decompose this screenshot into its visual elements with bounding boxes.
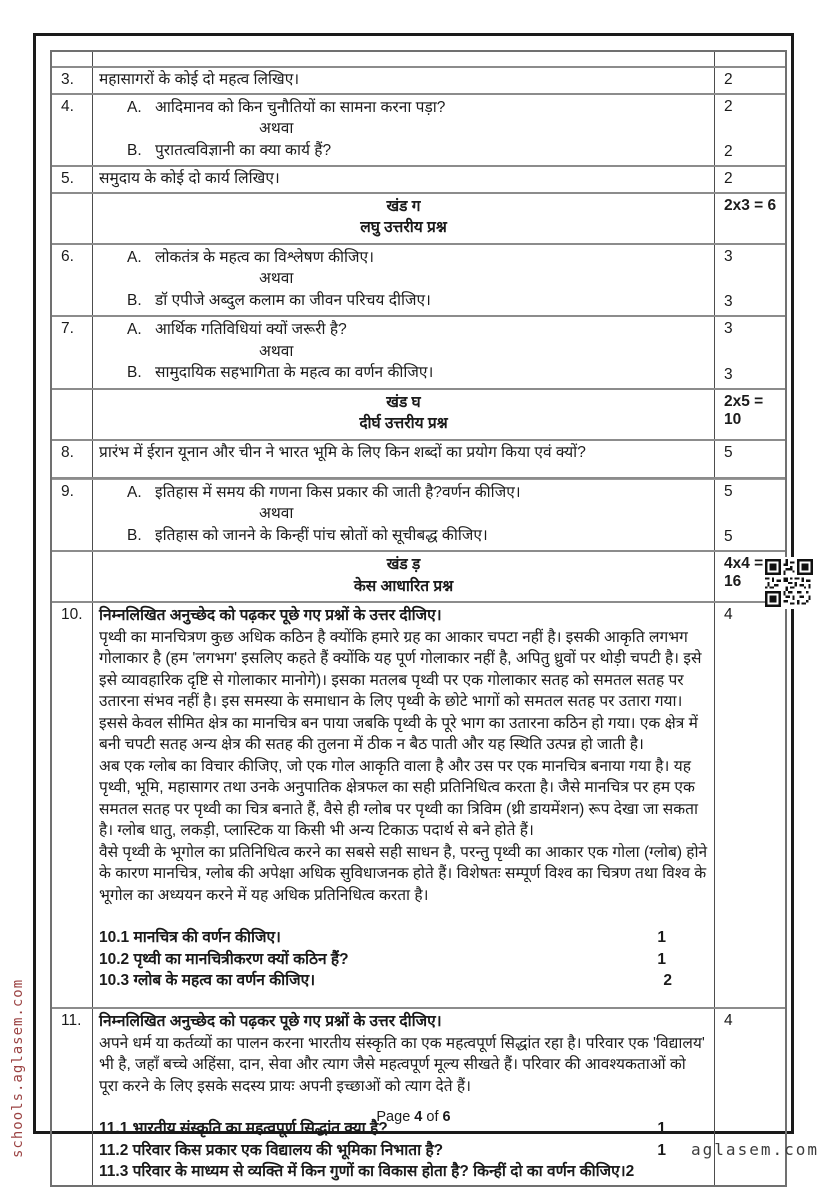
- footer-of: of: [426, 1109, 439, 1125]
- marks-cell: [714, 480, 785, 551]
- or-label: अथवा: [259, 505, 294, 522]
- section-titles: [93, 194, 714, 243]
- question-number: 6.: [52, 245, 93, 316]
- case-paragraph: पृथ्वी का मानचित्रण कुछ अधिक कठिन है क्योंकि हमारे ग्रह का आकार चपटा नहीं है। इसकी आकृति लगभग गोलाकार है (हम 'लगभग' इसलिए कहते हैं क्योंकि यह पूर्ण गोलाकार नहीं है, अपितु ध्रुवों पर थोड़ी चपटी है। इसे इसे व्यावहारिक दृष्टि से गोलाकार मानोगे)। इसका मतलब पृथ्वी पर एक गोलाकार सतह को समतल सतह पर उतारना संभव नहीं है। इस समस्या के समाधान के लिए पृथ्वी के छोटे भागों को समतल सतह पर उतारा गया। इससे केवल सीमित क्षेत्र का मानचित्र बन पाया जबकि पृथ्वी के पूरे भाग का उतारना कठिन हो गया। एक क्षेत्र में बनी चपटी सतह अन्य क्षेत्र की सतह की तुलना में ठीक न बैठ पाती और यह स्थिति उत्पन्न हो जाती है।: [99, 628, 702, 753]
- table-row-q11: [52, 1009, 785, 1185]
- sub-question-marks: 2: [625, 1163, 635, 1180]
- option-b-label: B.: [127, 141, 142, 159]
- option-a-label: A.: [127, 98, 142, 116]
- table-row-q4: [52, 95, 785, 168]
- marks-value: 4: [714, 1009, 785, 1185]
- option-a-label: A.: [127, 321, 142, 338]
- marks-cell: [714, 245, 785, 316]
- question-number: 3.: [52, 68, 93, 93]
- option-b-text: पुरातत्वविज्ञानी का क्या कार्य हैं?: [155, 141, 332, 159]
- option-b-label: B.: [127, 291, 142, 309]
- sub-question-text: 10.2 पृथ्वी का मानचित्रीकरण क्यों कठिन हैं?: [99, 950, 349, 968]
- footer-prefix: Page: [376, 1109, 411, 1125]
- table-row-q8: [52, 441, 785, 479]
- question-number: 11.: [52, 1009, 93, 1185]
- case-question-block: [93, 603, 714, 1007]
- option-a: [99, 482, 708, 504]
- section-header-g: [52, 194, 785, 245]
- marks-value: 2: [724, 143, 733, 160]
- sub-question-marks: 1: [657, 1120, 666, 1137]
- table-row-q9: [52, 479, 785, 553]
- question-ab-block: [93, 480, 714, 551]
- table-row-empty: [52, 52, 785, 68]
- option-a-text: लोकतंत्र के महत्व का विश्लेषण कीजिए।: [155, 248, 374, 266]
- case-paragraph: अब एक ग्लोब का विचार कीजिए, जो एक गोल आकृति वाला है और उस पर एक मानचित्र बनाया गया है। यह पृथ्वी, भूमि, महासागर तथा उनके अनुपातिक क्षेत्रफल का सही प्रतिनिधित्व करता है। जैसे मानचित्र पर हम एक समतल सतह पर पृथ्वी का चित्र बनाते हैं, वैसे ही ग्लोब पर पृथ्वी का त्रिविम (थ्री डायमेंशन) रूप देखा जा सकता है। ग्लोब धातु, लकड़ी, प्लास्टिक या किसी भी अन्य टिकाऊ पदार्थ से बने होते हैं।: [99, 757, 698, 839]
- or-label: अथवा: [259, 270, 294, 287]
- question-number: 8.: [52, 441, 93, 477]
- marks-value: 5: [724, 528, 733, 545]
- section-subtitle: केस आधारित प्रश्न: [353, 577, 454, 595]
- section-header-gh: [52, 390, 785, 441]
- or-label: अथवा: [259, 342, 294, 360]
- marks-cell: [714, 317, 785, 388]
- question-text: प्रारंभ में ईरान यूनान और चीन ने भारत भूमि के लिए किन शब्दों का प्रयोग किया एवं क्यों?: [99, 443, 586, 461]
- section-marks: 2x5 = 10: [714, 390, 785, 439]
- option-a: [99, 319, 708, 341]
- option-a-text: आर्थिक गतिविधियां क्यों जरूरी है?: [155, 321, 347, 338]
- question-ab-block: [93, 317, 714, 388]
- question-text: समुदाय के कोई दो कार्य लिखिए।: [99, 170, 280, 187]
- section-title: खंड ड़: [386, 556, 421, 573]
- sub-questions: [99, 1118, 708, 1183]
- case-question-block: [93, 1009, 714, 1185]
- option-b-text: सामुदायिक सहभागिता के महत्व का वर्णन कीजिए।: [155, 364, 434, 381]
- question-number: 5.: [52, 167, 93, 192]
- table-row-q10: [52, 603, 785, 1009]
- marks-value: 5: [714, 441, 785, 477]
- marks-value: 4: [714, 603, 785, 1007]
- sub-question-text: 11.3 परिवार के माध्यम से व्यक्ति में किन गुणों का विकास होता है? किन्हीं दो का वर्णन कीजिए।: [99, 1163, 626, 1180]
- table-row-q7: [52, 317, 785, 390]
- case-heading: निम्नलिखित अनुच्छेद को पढ़कर पूछे गए प्रश्नों के उत्तर दीजिए।: [99, 1013, 442, 1030]
- qr-code: [765, 557, 813, 609]
- option-b-label: B.: [127, 526, 142, 544]
- question-number: 10.: [52, 603, 93, 1007]
- brand-text: aglasem.com: [691, 1140, 819, 1159]
- table-row-q6: [52, 245, 785, 318]
- sub-question-marks: 1: [657, 1141, 666, 1159]
- section-header-d: [52, 552, 785, 603]
- section-marks: 2x3 = 6: [714, 194, 785, 243]
- page-footer: [36, 1109, 791, 1125]
- sub-question-text: 10.1 मानचित्र की वर्णन कीजिए।: [99, 929, 281, 946]
- section-title: खंड घ: [386, 393, 421, 411]
- marks-value: 2: [714, 167, 785, 192]
- sub-question-11-3: [99, 1161, 708, 1183]
- sub-question-marks: 1: [657, 950, 666, 968]
- side-watermark: schools.aglasem.com: [10, 978, 26, 1158]
- question-number: 9.: [52, 480, 93, 551]
- option-b: [99, 290, 708, 312]
- marks-value: 3: [724, 320, 733, 337]
- sub-questions: [99, 927, 708, 992]
- section-subtitle: दीर्घ उत्तरीय प्रश्न: [359, 415, 448, 432]
- marks-cell: [714, 95, 785, 166]
- option-a-label: A.: [127, 248, 142, 266]
- option-b-text: डॉ एपीजे अब्दुल कलाम का जीवन परिचय दीजिए।: [155, 291, 431, 309]
- sub-question-text: 11.2 परिवार किस प्रकार एक विद्यालय की भूमिका निभाता है?: [99, 1141, 444, 1159]
- marks-value: 5: [724, 482, 733, 500]
- sub-question-10-3: [99, 970, 708, 992]
- case-paragraph: वैसे पृथ्वी के भूगोल का प्रतिनिधित्व करने का सबसे सही साधन है, परन्तु पृथ्वी का आकार एक गोला (ग्लोब) होने के कारण मानचित्र, ग्लोब की अपेक्षा अधिक सुविधाजनक होते हैं। विशेषतः सम्पूर्ण विश्व का चित्रण तथा विश्व के भूगोल का अध्ययन करने में यह अधिक प्रतिनिधित्व करता है।: [99, 843, 708, 904]
- marks-value: 2: [714, 68, 785, 93]
- marks-value: 3: [724, 293, 733, 310]
- case-paragraph: अपने धर्म या कर्तव्यों का पालन करना भारतीय संस्कृति का एक महत्वपूर्ण सिद्धांत रहा है। परिवार एक 'विद्यालय' भी है, जहाँ बच्चे अहिंसा, दान, सेवा और त्याग जैसे महत्वपूर्ण मूल्य सीखते हैं। परिवार की आवश्यकताओं को पूरा करने के लिए इसके सदस्य प्रायः अपनी इच्छाओं को त्याग देते हैं।: [99, 1034, 705, 1095]
- table-row-q5: [52, 167, 785, 194]
- sub-question-marks: 2: [663, 972, 672, 989]
- sub-question-11-2: [99, 1140, 708, 1162]
- table-row-q3: [52, 68, 785, 95]
- option-a-text: इतिहास में समय की गणना किस प्रकार की जाती है?वर्णन कीजिए।: [155, 483, 521, 501]
- section-subtitle: लघु उत्तरीय प्रश्न: [360, 219, 447, 236]
- question-text: महासागरों के कोई दो महत्व लिखिए।: [99, 71, 300, 88]
- question-number: 4.: [52, 95, 93, 166]
- sub-question-text: 10.3 ग्लोब के महत्व का वर्णन कीजिए।: [99, 972, 316, 989]
- option-a-text: आदिमानव को किन चुनौतियों का सामना करना पड़ा?: [155, 98, 446, 116]
- section-marks: 4x4 = 16: [714, 552, 785, 601]
- sub-question-10-1: [99, 927, 708, 949]
- case-heading: निम्नलिखित अनुच्छेद को पढ़कर पूछे गए प्रश्नों के उत्तर दीजिए।: [99, 607, 442, 624]
- section-titles: [93, 390, 714, 439]
- sub-question-text: 11.1 भारतीय संस्कृति का महत्वपूर्ण सिद्धांत क्या है?: [99, 1120, 388, 1137]
- sub-question-marks: 1: [657, 929, 666, 946]
- question-number: 7.: [52, 317, 93, 388]
- option-b: [99, 525, 708, 547]
- option-a-label: A.: [127, 483, 142, 501]
- option-b-label: B.: [127, 364, 142, 381]
- option-b: [99, 362, 708, 384]
- question-ab-block: [93, 245, 714, 316]
- section-titles: [93, 552, 714, 601]
- option-a: [99, 247, 708, 269]
- marks-value: 3: [724, 247, 733, 265]
- section-title: खंड ग: [386, 197, 421, 215]
- option-b-text: इतिहास को जानने के किन्हीं पांच स्रोतों को सूचीबद्ध कीजिए।: [155, 526, 488, 544]
- marks-value: 2: [724, 97, 733, 115]
- sub-question-10-2: [99, 949, 708, 971]
- or-label: अथवा: [259, 120, 294, 137]
- footer-total-pages: 6: [442, 1109, 451, 1125]
- option-a: [99, 97, 708, 119]
- option-b: [99, 140, 708, 162]
- question-ab-block: [93, 95, 714, 166]
- marks-value: 3: [724, 365, 733, 383]
- question-table: [50, 50, 787, 1187]
- footer-page-number: 4: [414, 1109, 423, 1125]
